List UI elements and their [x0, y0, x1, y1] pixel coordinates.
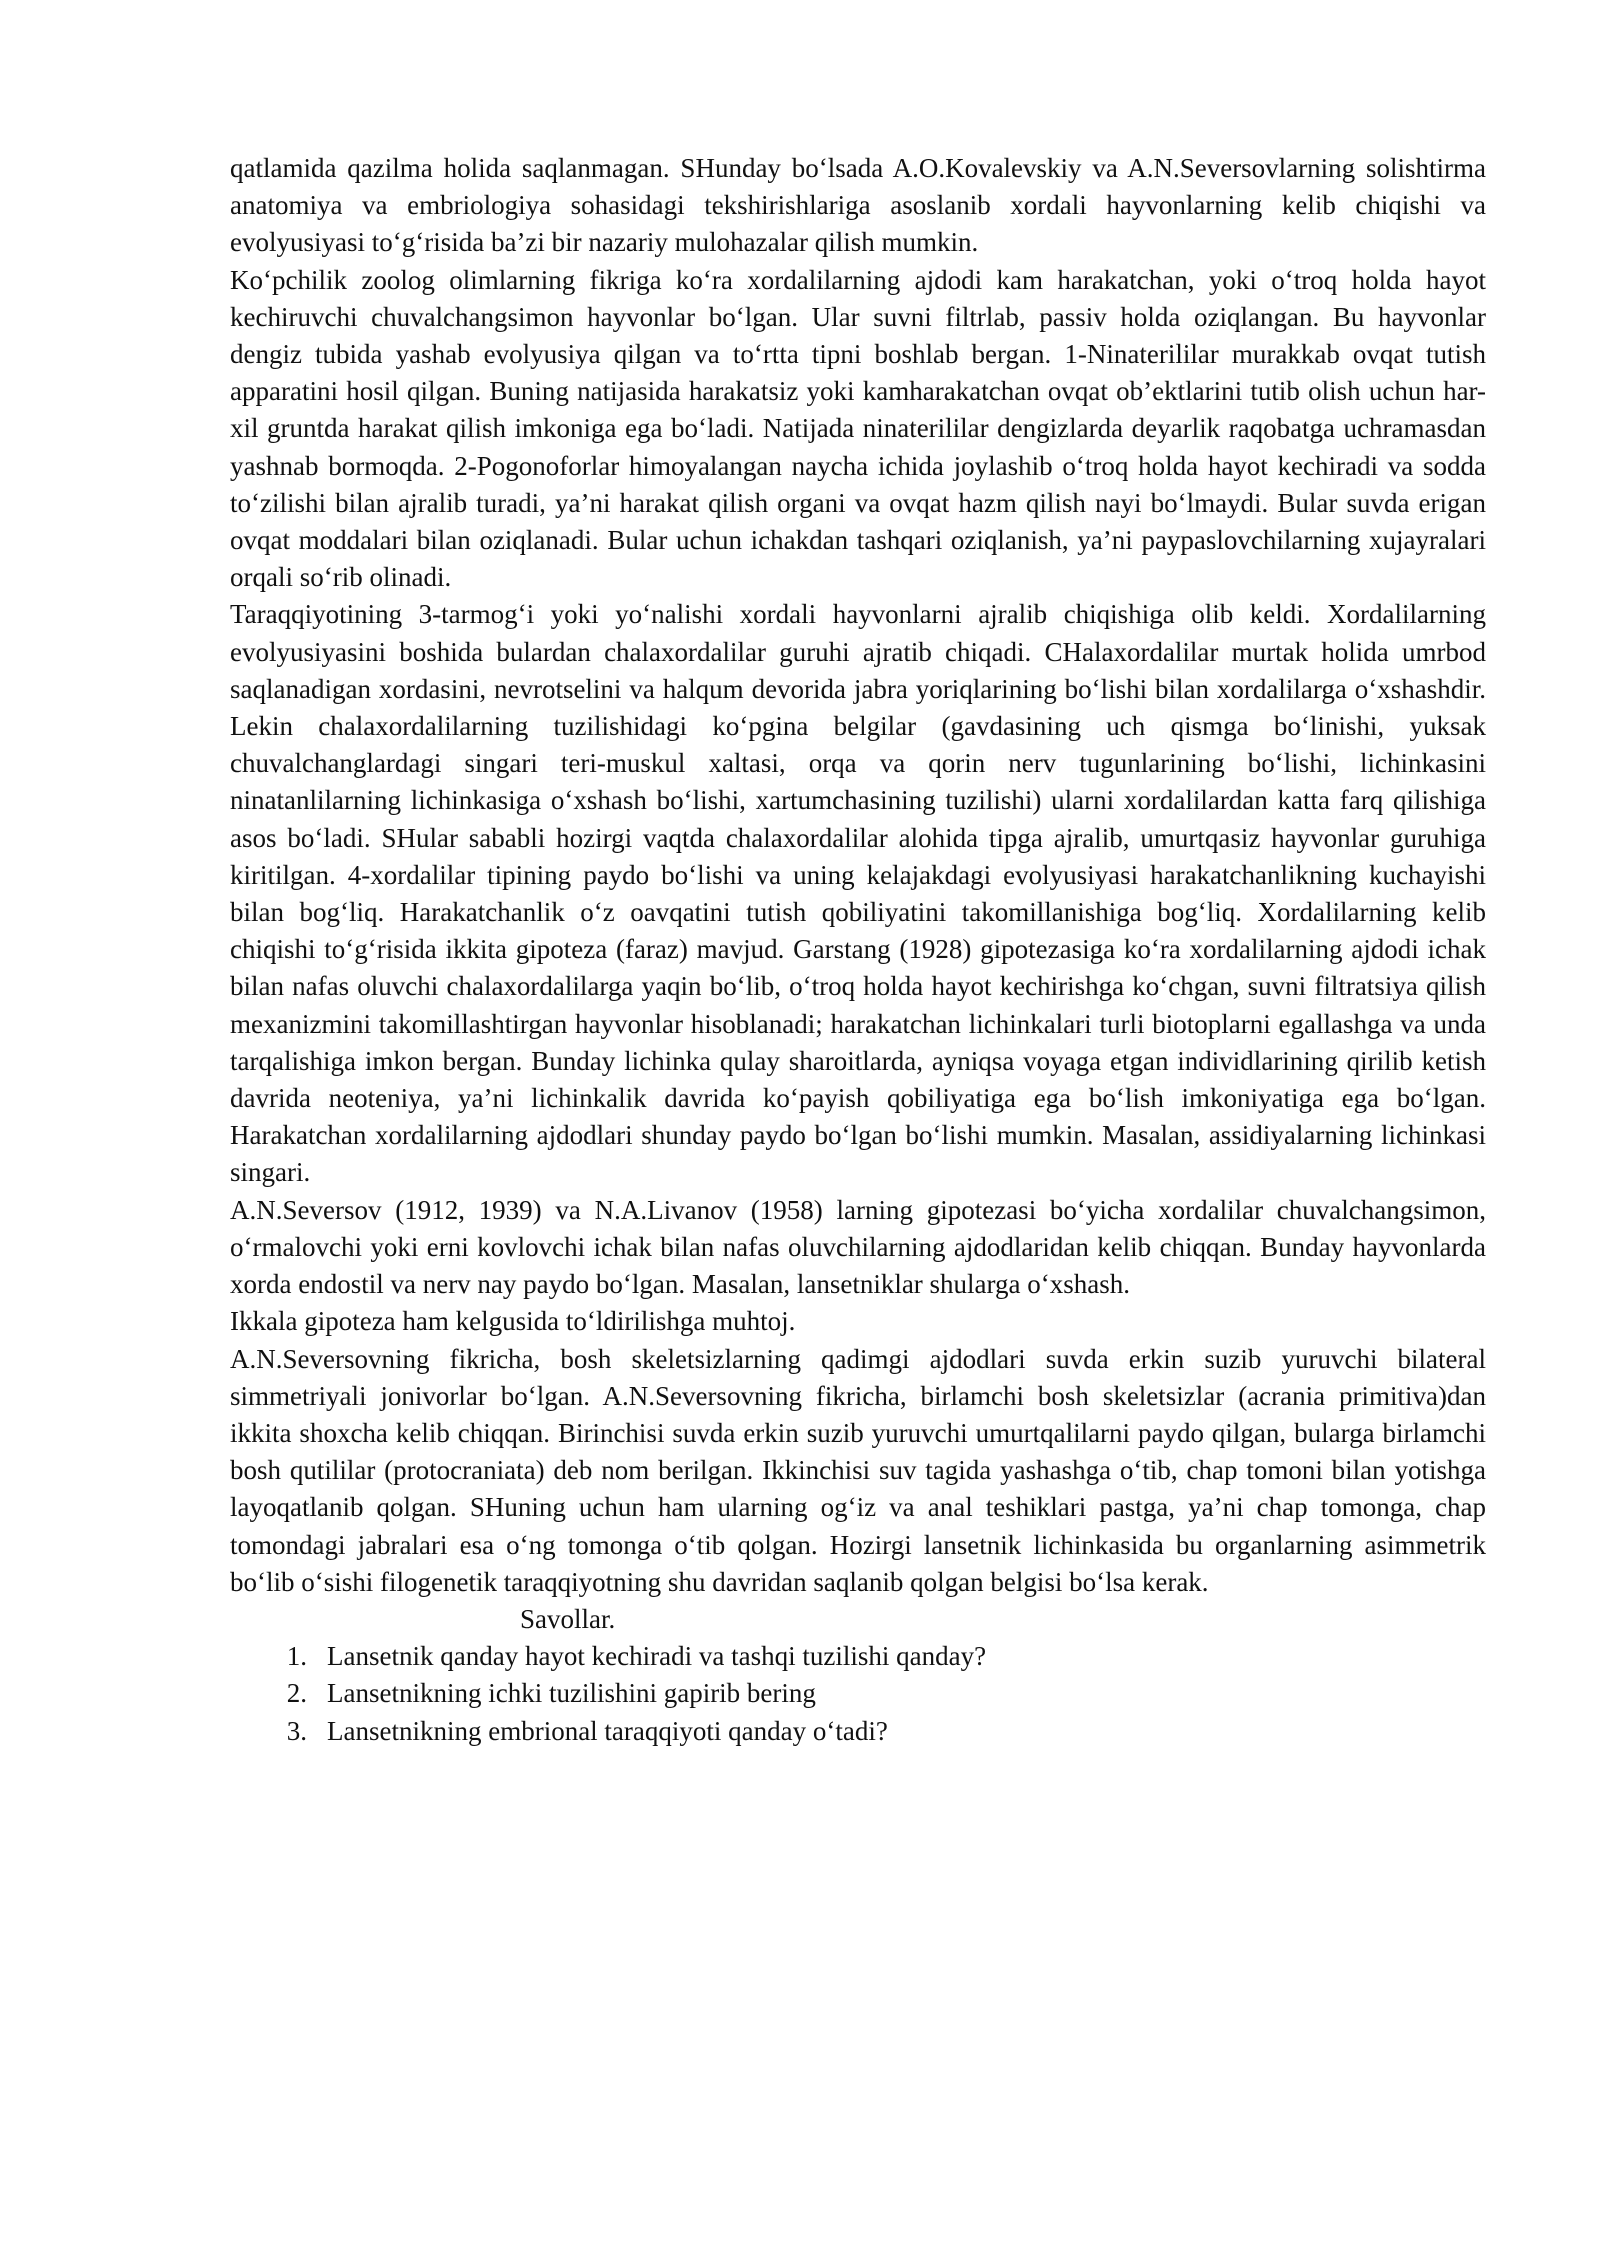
questions-title: Savollar.	[520, 1603, 616, 1634]
paragraph-1: qatlamida qazilma holida saqlanmagan. SHunday bo‘lsada A.O.Kovalevskiy va A.N.Seversovlarning solishtirma anatomiya va embriologiya sohasidagi tekshirishlariga asoslanib xordali hayvonlarning kelib chiqishi va evolyusiyasi to‘g‘risida ba’zi bir nazariy mulohazalar qilish mumkin.	[230, 153, 1486, 258]
list-item	[230, 1675, 1486, 1712]
document-page	[230, 150, 1486, 1750]
paragraph-3: Taraqqiyotining 3-tarmog‘i yoki yo‘nalishi xordali hayvonlarni ajralib chiqishiga olib keldi. Xordalilarning evolyusiyasini boshida bulardan chalaxordalilar guruhi ajratib chiqadi. CHalaxordalilar murtak holida umrbod saqlanadigan xordasini, nevrotselini va halqum devorida jabra yoriqlarining bo‘lishi bilan xordalilarga o‘xshashdir. Lekin chalaxordalilarning tuzilishidagi ko‘pgina belgilar (gavdasining uch qismga bo‘linishi, yuksak chuvalchanglardagi singari teri-muskul xaltasi, orqa va qorin nerv tugunlarining bo‘lishi, lichinkasini ninatanlilarning lichinkasiga o‘xshash bo‘lishi, xartumchasining tuzilishi) ularni xordalilardan katta farq qilishiga asos bo‘ladi. SHular sababli hozirgi vaqtda chalaxordalilar alohida tipga ajralib, umurtqasiz hayvonlar guruhiga kiritilgan. 4-xordalilar tipining paydo bo‘lishi va uning kelajakdagi evolyusiyasi harakatchanlikning kuchayishi bilan bog‘liq. Harakatchanlik o‘z oavqatini tutish qobiliyatini takomillanishiga bog‘liq. Xordalilarning kelib chiqishi to‘g‘risida ikkita gipoteza (faraz) mavjud. Garstang (1928) gipotezasiga ko‘ra xordalilarning ajdodi ichak bilan nafas oluvchi chalaxordalilarga yaqin bo‘lib, o‘troq holda hayot kechirishga ko‘chgan, suvni filtratsiya qilish mexanizmini takomillashtirgan hayvonlar hisoblanadi; harakatchan lichinkalari turli biotoplarni egallashga va unda tarqalishiga imkon bergan. Bunday lichinka qulay sharoitlarda, ayniqsa voyaga etgan individlarining qirilib ketish davrida neoteniya, ya’ni lichinkalik davrida ko‘payish qobiliyatiga ega bo‘lish imkoniyatiga ega bo‘lgan. Harakatchan xordalilarning ajdodlari shunday paydo bo‘lgan bo‘lishi mumkin. Masalan, assidiyalarning lichinkasi singari.	[230, 599, 1486, 1188]
question-number: 1.	[286, 1641, 307, 1672]
question-number: 2.	[286, 1678, 307, 1709]
list-item	[230, 1638, 1486, 1675]
paragraph-5: Ikkala gipoteza ham kelgusida to‘ldirilishga muhtoj.	[230, 1306, 796, 1337]
list-item	[230, 1713, 1486, 1750]
paragraph-2: Ko‘pchilik zoolog olimlarning fikriga ko‘ra xordalilarning ajdodi kam harakatchan, yoki o‘troq holda hayot kechiruvchi chuvalchangsimon hayvonlar bo‘lgan. Ular suvni filtrlab, passiv holda oziqlangan. Bu hayvonlar dengiz tubida yashab evolyusiya qilgan va to‘rtta tipni boshlab bergan. 1-Ninaterililar murakkab ovqat tutish apparatini hosil qilgan. Buning natijasida harakatsiz yoki kamharakatchan ovqat ob’ektlarini tutib olish uchun har-xil gruntda harakat qilish imkoniga ega bo‘ladi. Natijada ninaterililar dengizlarda deyarlik raqobatga uchramasdan yashnab bormoqda. 2-Pogonoforlar himoyalangan naycha ichida joylashib o‘troq holda hayot kechiradi va sodda to‘zilishi bilan ajralib turadi, ya’ni harakat qilish organi va ovqat hazm qilish nayi bo‘lmaydi. Bular suvda erigan ovqat moddalari bilan oziqlanadi. Bular uchun ichakdan tashqari oziqlanish, ya’ni paypaslovchilarning xujayralari orqali so‘rib olinadi.	[230, 264, 1486, 593]
question-text: Lansetnikning embrional taraqqiyoti qanday o‘tadi?	[327, 1715, 888, 1746]
questions-list	[230, 1638, 1486, 1750]
paragraph-6: A.N.Seversovning fikricha, bosh skeletsizlarning qadimgi ajdodlari suvda erkin suzib yuruvchi bilateral simmetriyali jonivorlar bo‘lgan. A.N.Seversovning fikricha, birlamchi bosh skeletsizlar (acrania primitiva)dan ikkita shoxcha kelib chiqqan. Birinchisi suvda erkin suzib yuruvchi umurtqalilarni paydo qilgan, bularga birlamchi bosh qutililar (protocraniata) deb nom berilgan. Ikkinchisi suv tagida yashashga o‘tib, chap tomoni bilan yotishga layoqatlanib qolgan. SHuning uchun ham ularning og‘iz va anal teshiklari pastga, ya’ni chap tomonga, chap tomondagi jabralari esa o‘ng tomonga o‘tib qolgan. Hozirgi lansetnik lichinkasida bu organlarning asimmetrik bo‘lib o‘sishi filogenetik taraqqiyotning shu davridan saqlanib qolgan belgisi bo‘lsa kerak.	[230, 1343, 1486, 1597]
question-text: Lansetnikning ichki tuzilishini gapirib bering	[327, 1678, 816, 1709]
paragraph-4: A.N.Seversov (1912, 1939) va N.A.Livanov (1958) larning gipotezasi bo‘yicha xordalilar chuvalchangsimon, o‘rmalovchi yoki erni kovlovchi ichak bilan nafas oluvchilarning ajdodlaridan kelib chiqqan. Bunday hayvonlarda xorda endostil va nerv nay paydo bo‘lgan. Masalan, lansetniklar shularga o‘xshash.	[230, 1194, 1486, 1300]
question-text: Lansetnik qanday hayot kechiradi va tashqi tuzilishi qanday?	[327, 1641, 987, 1672]
question-number: 3.	[286, 1715, 307, 1746]
